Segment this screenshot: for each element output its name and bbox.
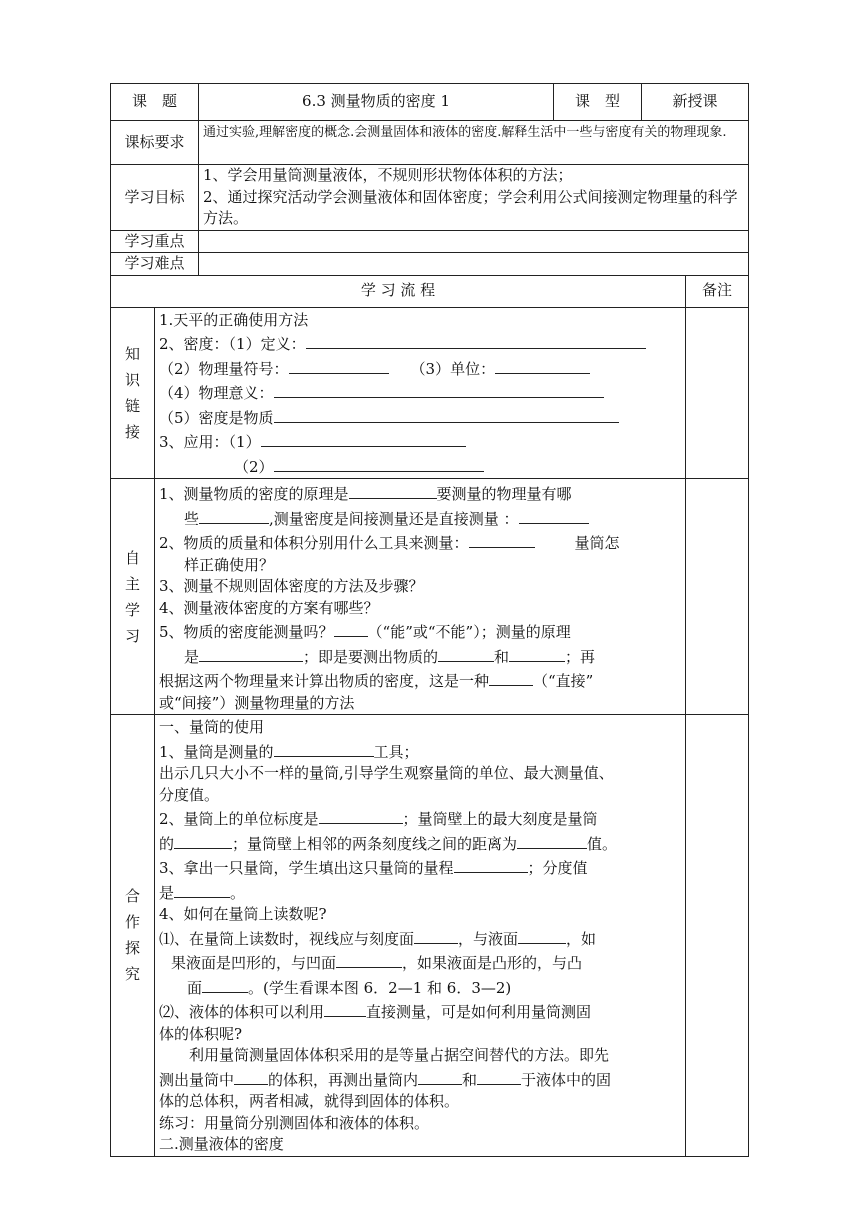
knowledge-line: （5）密度是物质 [159, 405, 681, 430]
section-heading: 二.测量液体的密度 [159, 1135, 284, 1153]
knowledge-line: （4）物理意义： [159, 380, 681, 405]
question-line: 样正确使用？ [184, 555, 275, 574]
knowledge-line: （2） [159, 454, 681, 479]
goal-line: 2、通过探究活动学会测量液体和固体密度；学会利用公式间接测定物理量的科学方法。 [203, 187, 738, 227]
label-char: 学 [124, 600, 140, 619]
remark-header: 备注 [686, 275, 749, 307]
coop-line: 2、量筒上的单位标度是 ；量筒壁上的最大刻度是量筒 [159, 806, 681, 831]
coop-line: 体的总体积，两者相减，就得到固体的体积。 [159, 1092, 460, 1110]
coop-line: 出示几只大小不一样的量筒,引导学生观察量筒的单位、最大测量值、 [159, 764, 614, 782]
coop-line: 1、量筒是测量的 工具； [159, 739, 681, 764]
coop-line: 利用量筒测量固体体积采用的是等量占据空间替代的方法。即先 [189, 1046, 610, 1064]
coop-content [155, 715, 686, 1157]
section-heading: 一、量筒的使用 [159, 718, 265, 736]
knowledge-content [155, 307, 686, 479]
question-line: 2、物质的质量和体积分别用什么工具来测量： 量筒怎 [159, 530, 681, 555]
question-line: 1、测量物质的密度的原理是 要测量的物理量有哪 [159, 481, 681, 506]
coop-line: 体的体积呢? [159, 1024, 243, 1043]
label-char: 主 [124, 574, 140, 593]
label-char: 识 [124, 370, 140, 389]
coop-line: ⑵、液体的体积可以利用 直接测量，可是如何利用量筒测固 [159, 999, 681, 1024]
knowledge-line: 2、密度：（1）定义： [159, 331, 681, 356]
self-study-label [111, 479, 155, 715]
label-char: 接 [124, 422, 140, 441]
knowledge-line: 1.天平的正确使用方法 [159, 310, 309, 329]
coop-line: 分度值。 [159, 785, 220, 804]
topic-label: 课 题 [111, 84, 199, 121]
knowledge-line: （2）物理量符号： （3）单位： [159, 356, 681, 381]
coop-line: 面 。(学生看课本图 6．2—1 和 6．3—2) [159, 975, 681, 1000]
type-label: 课 型 [554, 84, 642, 121]
coop-line: 果液面是凹形的，与凹面 ，如果液面是凸形的，与凸 [159, 950, 681, 975]
question-line: 是 ；即是要测出物质的 和 ；再 [159, 644, 681, 669]
question-line: 5、物质的密度能测量吗？ （“能”或“不能”）；测量的原理 [159, 619, 681, 644]
difficulty-value [199, 253, 749, 276]
label-char: 习 [124, 626, 140, 645]
question-line: 或“间接”）测量物理量的方法 [159, 693, 355, 712]
coop-label [111, 715, 155, 1157]
knowledge-label [111, 307, 155, 479]
question-line: 4、测量液体密度的方案有哪些？ [159, 598, 379, 617]
type-value: 新授课 [642, 84, 749, 121]
goal-line: 1、学会用量筒测量液体，不规则形状物体体积的方法； [203, 166, 573, 184]
key-point-value [199, 230, 749, 253]
coop-remark [686, 715, 749, 1157]
label-char: 作 [124, 913, 140, 932]
coop-line: 是 。 [159, 880, 681, 905]
label-char: 知 [124, 344, 140, 363]
key-point-label: 学习重点 [111, 230, 199, 253]
coop-line: 练习：用量筒分别测固体和液体的体积。 [159, 1113, 430, 1132]
self-study-remark [686, 479, 749, 715]
standard-text: 通过实验,理解密度的概念.会测量固体和液体的密度.解释生活中一些与密度有关的物理现象. [199, 121, 749, 165]
goals-text [199, 165, 749, 231]
coop-line: 3、拿出一只量筒，学生填出这只量筒的量程 ；分度值 [159, 855, 681, 880]
coop-line: 测出量筒中 的体积，再测出量筒内 和 于液体中的固 [159, 1067, 681, 1092]
topic-value: 6.3 测量物质的密度 1 [199, 84, 554, 121]
question-line: 些 ,测量密度是间接测量还是直接测量 ： [159, 506, 681, 531]
label-char: 究 [124, 965, 140, 984]
label-char: 自 [124, 548, 140, 567]
lesson-plan-table [110, 83, 749, 1157]
question-line: 3、测量不规则固体密度的方法及步骤？ [159, 577, 424, 595]
goals-label: 学习目标 [111, 165, 199, 231]
coop-line: ⑴、在量筒上读数时，视线应与刻度面 ，与液面 ，如 [159, 926, 681, 951]
self-study-content [155, 479, 686, 715]
process-header: 学 习 流 程 [111, 275, 686, 307]
knowledge-line: 3、应用：（1） [159, 429, 681, 454]
question-line: 根据这两个物理量来计算出物质的密度，这是一种 （“直接” [159, 668, 681, 693]
label-char: 探 [124, 939, 140, 958]
label-char: 合 [124, 887, 140, 906]
knowledge-remark [686, 307, 749, 479]
coop-line: 4、如何在量筒上读数呢? [159, 905, 327, 923]
difficulty-label: 学习难点 [111, 253, 199, 276]
coop-line: 的 ；量筒壁上相邻的两条刻度线之间的距离为 值。 [159, 831, 681, 856]
label-char: 链 [124, 396, 140, 415]
standard-label: 课标要求 [111, 121, 199, 165]
